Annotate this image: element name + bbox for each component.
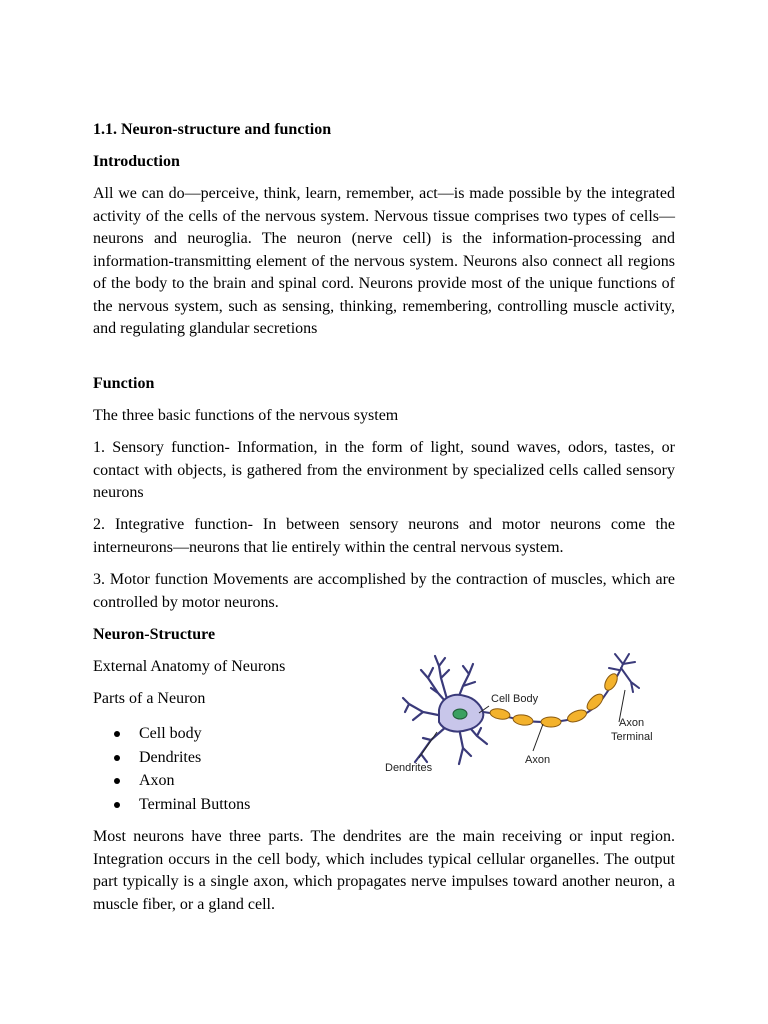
diagram-label-axon-terminal-line1: Axon bbox=[619, 717, 645, 729]
parts-title: Parts of a Neuron bbox=[93, 690, 206, 707]
function-item-sensory: 1. Sensory function- Information, in the form of light, sound waves, odors, tastes, or contact with objects, is gathered from the environment by specialized cells called sensory neurons bbox=[93, 439, 675, 501]
bullet-icon bbox=[114, 802, 120, 808]
bullet-icon bbox=[114, 755, 120, 761]
bullet-icon bbox=[114, 778, 120, 784]
diagram-label-axon-terminal-line2: Terminal bbox=[611, 731, 653, 743]
neuron-parts-paragraph: Most neurons have three parts. The dendrites are the main receiving or input region. Integration occurs in the cell body, which includes typical cellular organelles. The output part typically is a single axon, which propagates nerve impulses toward another neuron, a muscle fiber, or a gland cell. bbox=[93, 828, 675, 913]
list-item: Dendrites bbox=[93, 746, 333, 770]
parts-list bbox=[93, 722, 333, 817]
list-item: Terminal Buttons bbox=[93, 793, 333, 817]
neuron-structure-title: Neuron-Structure bbox=[93, 626, 216, 643]
introduction-paragraph: All we can do—perceive, think, learn, remember, act—is made possible by the integrated activity of the cells of the nervous system. Nervous tissue comprises two types of cells—neurons and neuroglia. The neuron (nerve cell) is the information-processing and information-transmitting element of the nervous system. Neurons also connect all regions of the body to the brain and spinal cord. Neurons provide most of the unique functions of the nervous system, such as sensing, thinking, remembering, controlling muscle activity, and regulating glandular secretions bbox=[93, 185, 675, 337]
nucleus-icon bbox=[453, 709, 467, 719]
diagram-label-axon: Axon bbox=[525, 754, 551, 766]
bullet-icon bbox=[114, 731, 120, 737]
list-item: Cell body bbox=[93, 722, 333, 746]
function-item-motor: 3. Motor function Movements are accomplished by the contraction of muscles, which are controlled by motor neurons. bbox=[93, 571, 675, 611]
external-anatomy-subtitle: External Anatomy of Neurons bbox=[93, 658, 286, 675]
list-item: Axon bbox=[93, 769, 333, 793]
neuron-diagram bbox=[383, 648, 663, 778]
introduction-title: Introduction bbox=[93, 153, 180, 170]
section-heading: 1.1. Neuron-structure and function bbox=[93, 121, 332, 138]
function-lead: The three basic functions of the nervous system bbox=[93, 407, 399, 424]
diagram-label-dendrites: Dendrites bbox=[385, 762, 433, 774]
function-item-integrative: 2. Integrative function- In between sensory neurons and motor neurons come the interneurons—neurons that lie entirely within the central nervous system. bbox=[93, 516, 675, 556]
diagram-label-cell-body: Cell Body bbox=[491, 693, 539, 705]
function-title: Function bbox=[93, 375, 155, 392]
